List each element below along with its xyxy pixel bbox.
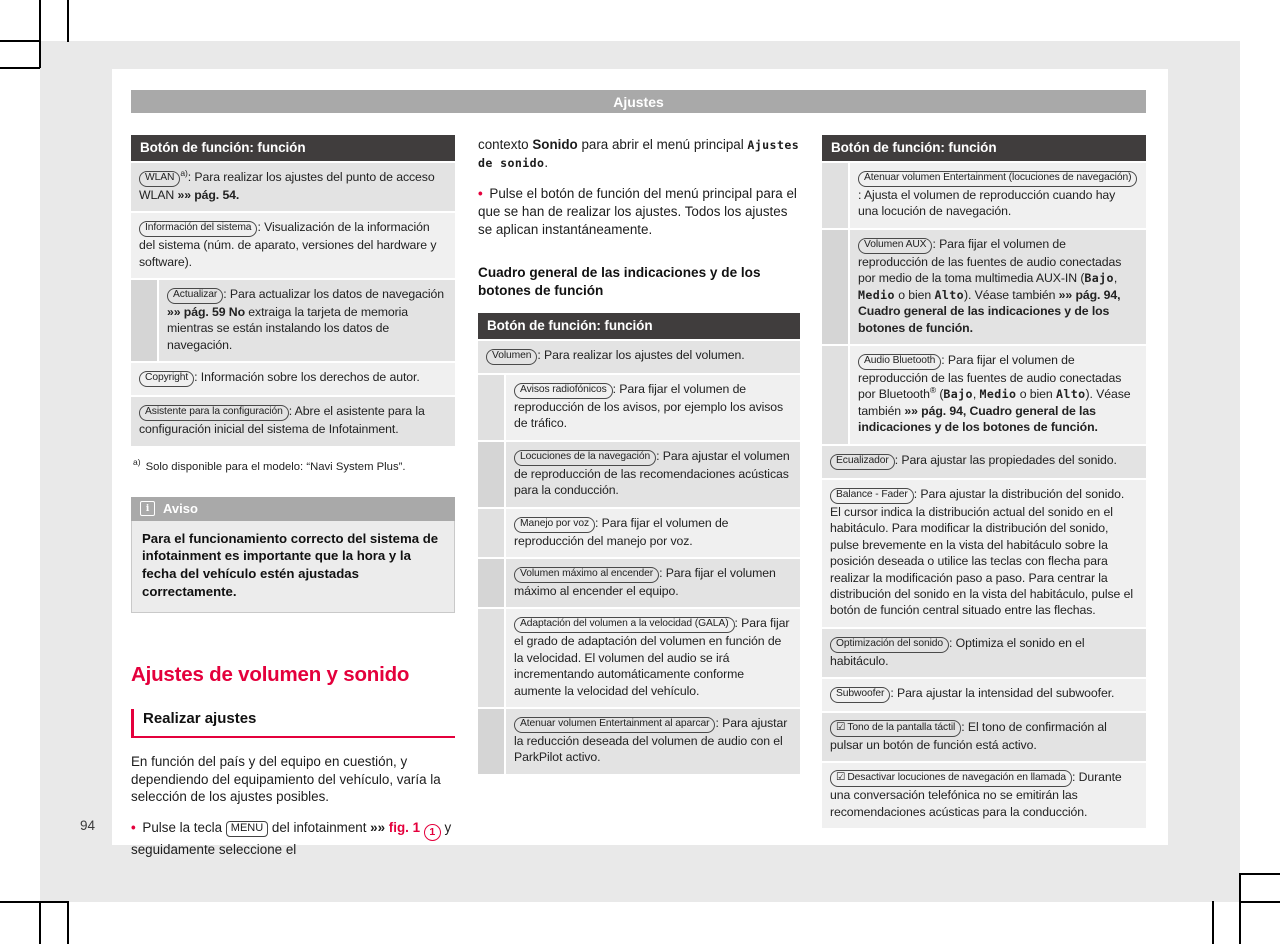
table-cell: Avisos radiofónicos : Para fijar el volumen de reproducción de los avisos, por ejemplo los avisos de tráfico. — [506, 375, 800, 440]
footnote-marker: a) — [133, 456, 141, 467]
mono-text: Alto — [1055, 387, 1086, 402]
aviso-title: Aviso — [163, 500, 198, 516]
table-row — [131, 363, 455, 395]
subsection-heading: Cuadro general de las indicaciones y de los botones de función — [478, 264, 761, 298]
function-button-capsule: Optimización del sonido — [830, 637, 949, 653]
table-row — [478, 709, 800, 774]
table-cell: Copyright : Información sobre los derechos de autor. — [131, 363, 455, 395]
table-row — [822, 763, 1146, 828]
bullet-icon: • — [478, 186, 483, 202]
indent-marker — [478, 375, 504, 440]
function-button-table-3 — [822, 135, 1146, 828]
body-paragraph: En función del país y del equipo en cuestión, y dependiendo del equipamiento del vehículo, varía la selección de los ajustes posibles. — [131, 753, 441, 805]
function-button-capsule: Volumen máximo al encender — [514, 567, 659, 583]
bold-text: »» pág. 59 No — [167, 304, 245, 319]
function-button-capsule: Adaptación del volumen a la velocidad (GALA) — [514, 617, 735, 633]
table-row — [822, 163, 1146, 228]
table-row — [131, 397, 455, 445]
mono-text: Bajo — [1084, 271, 1114, 286]
table-cell: Locuciones de la navegación : Para ajustar el volumen de reproducción de las recomendaciones acústicas para la conducción. — [506, 442, 800, 507]
indent-marker — [478, 609, 504, 707]
function-button-capsule: Información del sistema — [139, 221, 257, 237]
table-cell: Actualizar : Para actualizar los datos de navegación »» pág. 59 No extraiga la tarjeta de memoria mientras se están instalando los datos de navegación. — [159, 280, 455, 361]
table-cell: Balance - Fader : Para ajustar la distribución del sonido. El cursor indica la distribución actual del sonido en el habitáculo. Para modificar la distribución del sonido, pulse brevemente en la vista del habitáculo sobre la posición deseada o utilice las teclas con flecha para realizar la modificación paso a paso. Para centrar la distribución del sonido en la vista del habitáculo, pulse el botón de función central situado entre las flechas. — [822, 480, 1146, 627]
table-cell: Atenuar volumen Entertainment al aparcar : Para ajustar la reducción deseada del volumen de audio con el ParkPilot activo. — [506, 709, 800, 774]
table-cell: Subwoofer : Para ajustar la intensidad del subwoofer. — [822, 679, 1146, 711]
right-column — [822, 135, 1146, 830]
left-column — [131, 135, 455, 859]
bold-text: »» pág. 94, Cuadro general de las indicaciones y de los botones de función. — [858, 403, 1098, 435]
table-header: Botón de función: función — [822, 135, 1146, 161]
bold-text: »» — [370, 819, 389, 835]
indent-marker — [478, 709, 504, 774]
table-row — [822, 679, 1146, 711]
table-cell: Información del sistema : Visualización de la información del sistema (núm. de aparato, versiones del hardware y software). — [131, 213, 455, 278]
table-cell: Asistente para la configuración : Abre el asistente para la configuración inicial del sistema de Infotainment. — [131, 397, 455, 445]
section-heading: Ajustes de volumen y sonido — [131, 662, 410, 686]
mono-text: Medio — [979, 387, 1017, 402]
table-cell: Volumen AUX : Para fijar el volumen de reproducción de las fuentes de audio conectadas por medio de la toma multimedia AUX-IN (Bajo, Medio o bien Alto). Véase también »» pág. 94, Cuadro general de las indicaciones y de los botones de función. — [850, 230, 1146, 344]
bullet-item: • Pulse la tecla MENU del infotainment »» fig. 1 1 y seguidamente seleccione el — [131, 819, 452, 858]
table-row — [822, 346, 1146, 444]
table-row — [822, 713, 1146, 761]
indent-marker — [822, 230, 848, 344]
table-cell: Volumen : Para realizar los ajustes del volumen. — [478, 341, 800, 373]
table-cell: ☑ Desactivar locuciones de navegación en llamada : Durante una conversación telefónica no se emitirán las recomendaciones acústicas para la conducción. — [822, 763, 1146, 828]
table-row — [478, 442, 800, 507]
footnote-text: Solo disponible para el modelo: “Navi System Plus”. — [145, 460, 406, 473]
table-cell: Atenuar volumen Entertainment (locuciones de navegación): Ajusta el volumen de reproducción cuando hay una locución de navegación. — [850, 163, 1146, 228]
table-header: Botón de función: función — [131, 135, 455, 161]
indent-marker — [131, 280, 157, 361]
bold-text: Sonido — [532, 137, 578, 152]
function-button-capsule-checkbox: ☑ Desactivar locuciones de navegación en llamada — [830, 770, 1072, 787]
table-row — [131, 213, 455, 278]
function-button-capsule: Ecualizador — [830, 454, 895, 470]
table-row — [478, 375, 800, 440]
function-button-table-2 — [478, 313, 800, 774]
page-number: 94 — [80, 818, 96, 833]
function-button-capsule: Locuciones de la navegación — [514, 450, 656, 466]
function-button-capsule: Audio Bluetooth — [858, 354, 941, 370]
superscript: a) — [180, 167, 188, 178]
table-row — [131, 280, 455, 361]
function-button-capsule: Asistente para la configuración — [139, 405, 289, 421]
table-cell: ☑ Tono de la pantalla táctil : El tono de confirmación al pulsar un botón de función está activo. — [822, 713, 1146, 761]
function-button-capsule: WLAN — [139, 171, 180, 187]
info-icon: i — [140, 501, 155, 516]
table-row — [822, 629, 1146, 677]
table-row — [478, 609, 800, 707]
table-body — [131, 163, 455, 446]
table-body — [478, 341, 800, 774]
function-button-capsule: Actualizar — [167, 288, 223, 304]
mono-text: Medio — [858, 287, 895, 302]
table-row — [478, 341, 800, 373]
mono-text: Ajustes de sonido — [478, 138, 800, 171]
page-header-band — [131, 90, 1146, 113]
indent-marker — [478, 442, 504, 507]
function-button-capsule: Volumen — [486, 349, 537, 365]
function-button-capsule: Avisos radiofónicos — [514, 383, 613, 399]
bullet-icon: • — [131, 819, 136, 835]
aviso-header — [131, 497, 455, 521]
table-row — [822, 230, 1146, 344]
table-cell: Ecualizador : Para ajustar las propiedades del sonido. — [822, 446, 1146, 478]
function-button-capsule: Volumen AUX — [858, 238, 932, 254]
function-button-capsule: Copyright — [139, 371, 194, 387]
table-cell: Audio Bluetooth : Para fijar el volumen de reproducción de las fuentes de audio conectadas por Bluetooth® (Bajo, Medio o bien Alto). Véase también »» pág. 94, Cuadro general de las indicaciones y de los botones de función. — [850, 346, 1146, 444]
figure-reference: fig. 1 — [388, 819, 421, 835]
table-body — [822, 163, 1146, 828]
indent-marker — [822, 346, 848, 444]
function-button-capsule-checkbox: ☑ Tono de la pantalla táctil — [830, 720, 961, 737]
aviso-body: Para el funcionamiento correcto del sistema de infotainment es importante que la hora y la fecha del vehículo estén ajustadas correctamente. — [131, 521, 455, 613]
table-header: Botón de función: función — [478, 313, 800, 339]
checkbox-checked-icon: ☑ — [836, 771, 846, 784]
table-cell: WLAN $^{a)}$: Para realizar los ajustes del punto de acceso WLAN »» pág. 54. — [131, 163, 455, 211]
middle-column — [478, 135, 800, 776]
table-cell: Optimización del sonido : Optimiza el sonido en el habitáculo. — [822, 629, 1146, 677]
footnote — [131, 456, 455, 473]
table-row — [822, 446, 1146, 478]
mono-text: Alto — [934, 287, 964, 302]
function-button-capsule: Atenuar volumen Entertainment (locuciones de navegación) — [858, 171, 1137, 187]
function-button-table-1 — [131, 135, 455, 446]
function-button-capsule: Atenuar volumen Entertainment al aparcar — [514, 717, 715, 733]
sub-heading: Realizar ajustes — [131, 709, 455, 738]
function-button-capsule: Manejo por voz — [514, 517, 595, 533]
bold-text: »» pág. 54. — [177, 187, 240, 202]
superscript: ® — [929, 385, 937, 396]
indent-marker — [822, 163, 848, 228]
aviso-box — [131, 497, 455, 613]
bold-text: »» pág. 94, Cuadro general de las indicaciones y de los botones de función. — [858, 287, 1121, 335]
indent-marker — [478, 559, 504, 607]
circled-number-badge: 1 — [424, 824, 441, 841]
table-cell: Adaptación del volumen a la velocidad (GALA) : Para fijar el grado de adaptación del volumen en función de la velocidad. El volumen del audio se irá incrementando automáticamente conforme aumente la velocidad del vehículo. — [506, 609, 800, 707]
indent-marker — [478, 509, 504, 557]
intro-paragraph: contexto Sonido para abrir el menú principal Ajustes de sonido. — [478, 137, 800, 171]
checkbox-checked-icon: ☑ — [836, 721, 846, 734]
menu-key: MENU — [226, 821, 268, 837]
mono-text: Bajo — [943, 387, 973, 402]
table-cell: Volumen máximo al encender : Para fijar el volumen máximo al encender el equipo. — [506, 559, 800, 607]
table-row — [478, 559, 800, 607]
function-button-capsule: Balance - Fader — [830, 488, 914, 504]
table-row — [478, 509, 800, 557]
table-row — [822, 480, 1146, 627]
table-row — [131, 163, 455, 211]
bullet-item: • Pulse el botón de función del menú principal para el que se han de realizar los ajustes. Todos los ajustes se aplican instantáneamente. — [478, 186, 797, 237]
table-cell: Manejo por voz : Para fijar el volumen de reproducción del manejo por voz. — [506, 509, 800, 557]
function-button-capsule: Subwoofer — [830, 687, 890, 703]
page-title: Ajustes — [613, 93, 664, 110]
